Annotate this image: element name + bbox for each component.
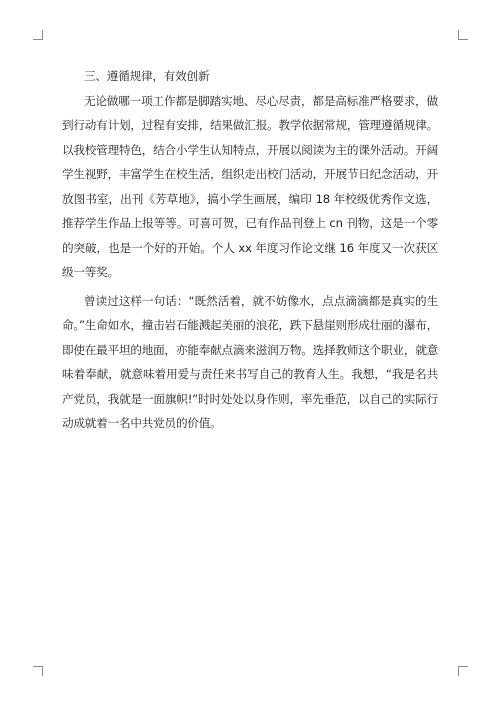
- document-body: [62, 64, 438, 436]
- crop-mark-bottom-left: [33, 666, 43, 676]
- crop-mark-top-left: [33, 30, 43, 40]
- crop-mark-top-right: [458, 30, 468, 40]
- section-heading: 三、遵循规律，有效创新: [84, 69, 210, 83]
- crop-mark-bottom-right: [458, 666, 468, 676]
- paragraph-teacher-dedication: 曾读过这样一句话：“既然活着，就不妨像水，点点滴滴都是真实的生命。”生命如水，撞击岩石能溅起美丽的浪花，跌下悬崖则形成壮丽的瀑布，即使在最平坦的地面，亦能奉献点滴来滋润万物。选择教师这个职业，就意味着奉献，就意味着用爱与责任来书写自己的教育人生。我想，“我是名共产党员，我就是一面旗帜!”时时处处以身作则，率先垂范，以自己的实际行动成就着一名中共党员的价值。: [62, 293, 439, 430]
- paragraph-work-practice: 无论做哪一项工作都是脚踏实地、尽心尽责，都是高标准严格要求，做到行动有计划，过程有安排，结果做汇报。教学依据常规，管理遵循规律。以我校管理特色，结合小学生认知特点，开展以阅读为主的课外活动。开阔学生视野，丰富学生在校生活，组织走出校门活动，开展节日纪念活动，开放图书室，出刊《芳草地》，搞小学生画展，编印 18 年校级优秀作文选，推荐学生作品上报等等。可喜可贺，已有作品刊登上 cn 刊物，这是一个零的突破，也是一个好的开始。个人 xx 年度习作论文继 16 年度又一次获区级一等奖。: [62, 93, 438, 279]
